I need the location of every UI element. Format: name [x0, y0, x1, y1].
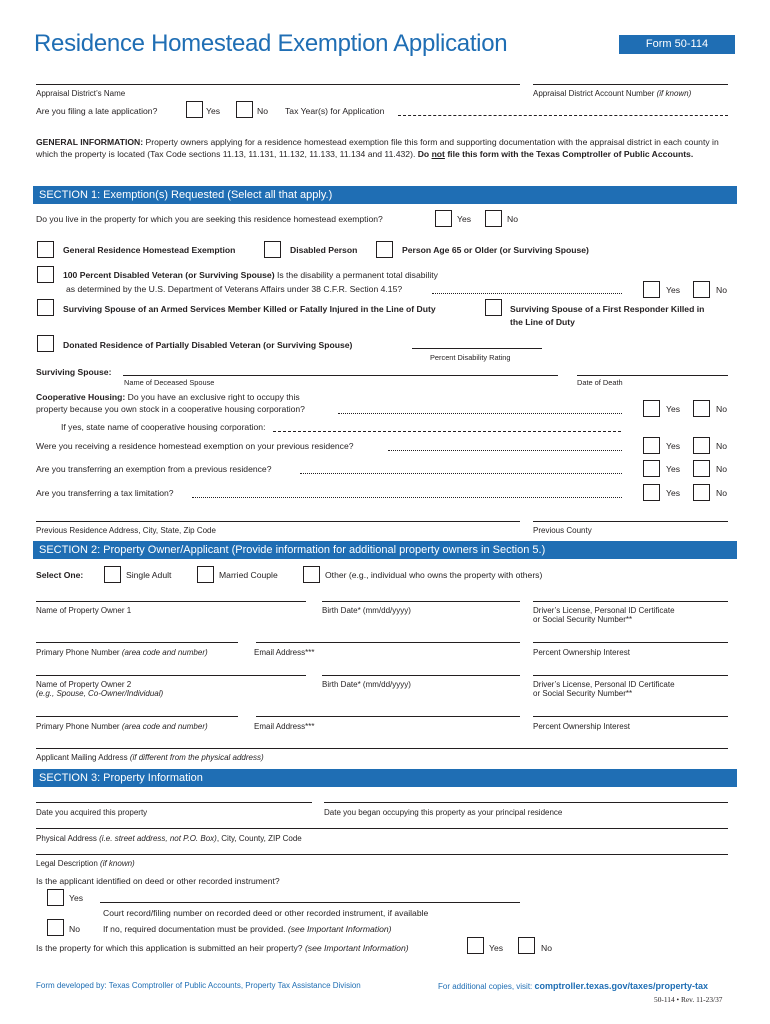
deceased-spouse-name-field[interactable] [123, 375, 558, 376]
owner2-id-label-2: or Social Security Number** [533, 689, 633, 698]
legal-description-field[interactable] [36, 854, 728, 855]
armed-services-spouse-checkbox[interactable] [37, 299, 54, 316]
owner2-name-field[interactable] [36, 675, 306, 676]
owner2-id-label-1: Driver’s License, Personal ID Certificate [533, 680, 675, 689]
disabled-veteran-checkbox[interactable] [37, 266, 54, 283]
deed-question: Is the applicant identified on deed or other recorded instrument? [36, 876, 280, 886]
heir-property-question: Is the property for which this application is submitted an heir property? (see Important Information) [36, 943, 409, 953]
previous-exemption-yes-checkbox[interactable] [643, 437, 660, 454]
appraisal-account-number-field[interactable] [533, 84, 728, 85]
late-application-yes-label: Yes [206, 106, 221, 116]
owner1-ownership-label: Percent Ownership Interest [533, 648, 630, 657]
owner1-email-field[interactable] [256, 642, 520, 643]
appraisal-district-name-label: Appraisal District’s Name [36, 89, 126, 98]
court-record-label: Court record/filing number on recorded deed or other recorded instrument, if available [103, 908, 429, 918]
disabled-person-label: Disabled Person [290, 245, 358, 255]
first-responder-label-2: the Line of Duty [510, 317, 575, 327]
owner1-birth-field[interactable] [322, 601, 520, 602]
cooperative-name-field[interactable] [273, 431, 621, 432]
date-acquired-label: Date you acquired this property [36, 808, 148, 817]
general-exemption-checkbox[interactable] [37, 241, 54, 258]
donated-residence-label: Donated Residence of Partially Disabled Veteran (or Surviving Spouse) [63, 340, 353, 350]
donated-residence-checkbox[interactable] [37, 335, 54, 352]
date-occupied-field[interactable] [324, 802, 728, 803]
disabled-veteran-label: 100 Percent Disabled Veteran (or Surviving Spouse) Is the disability a permanent total disability [63, 270, 438, 280]
disabled-person-checkbox[interactable] [264, 241, 281, 258]
owner2-name-sublabel: (e.g., Spouse, Co-Owner/Individual) [36, 689, 164, 698]
other-owner-label: Other (e.g., individual who owns the property with others) [325, 570, 543, 580]
late-application-no-checkbox[interactable] [236, 101, 253, 118]
deed-no-checkbox[interactable] [47, 919, 64, 936]
date-occupied-label: Date you began occupying this property as your principal residence [324, 808, 563, 817]
deed-yes-label: Yes [69, 893, 84, 903]
mailing-address-field[interactable] [36, 748, 728, 749]
age65-checkbox[interactable] [376, 241, 393, 258]
footer-revision: 50-114 • Rev. 11-23/37 [654, 995, 723, 1004]
dot-leader [338, 413, 622, 414]
married-couple-label: Married Couple [219, 570, 278, 580]
surviving-spouse-label: Surviving Spouse: [36, 367, 112, 377]
live-in-yes-label: Yes [457, 214, 472, 224]
armed-services-spouse-label: Surviving Spouse of an Armed Services Member Killed or Fatally Injured in the Line of Duty [63, 304, 436, 314]
single-adult-label: Single Adult [126, 570, 172, 580]
section-2-header: SECTION 2: Property Owner/Applicant (Provide information for additional property owners in Section 5.) [33, 541, 737, 559]
cooperative-no-checkbox[interactable] [693, 400, 710, 417]
appraisal-district-name-field[interactable] [36, 84, 520, 85]
live-in-yes-checkbox[interactable] [435, 210, 452, 227]
heir-no-checkbox[interactable] [518, 937, 535, 954]
tax-limitation-question: Are you transferring a tax limitation? [36, 488, 174, 498]
owner1-id-field[interactable] [533, 601, 728, 602]
owner2-email-field[interactable] [256, 716, 520, 717]
late-application-no-label: No [257, 106, 268, 116]
heir-yes-checkbox[interactable] [467, 937, 484, 954]
heir-no-label: No [541, 943, 552, 953]
veteran-permanent-yes-label: Yes [666, 285, 681, 295]
previous-exemption-yes-label: Yes [666, 441, 681, 451]
dot-leader [432, 293, 622, 294]
owner1-ownership-field[interactable] [533, 642, 728, 643]
tax-years-field[interactable] [398, 115, 728, 116]
footer-copies: For additional copies, visit: comptroller.texas.gov/taxes/property-tax [438, 981, 709, 991]
owner1-name-field[interactable] [36, 601, 306, 602]
late-application-yes-checkbox[interactable] [186, 101, 203, 118]
late-application-question: Are you filing a late application? [36, 106, 158, 116]
general-exemption-label: General Residence Homestead Exemption [63, 245, 236, 255]
date-of-death-label: Date of Death [577, 378, 623, 387]
owner1-phone-label: Primary Phone Number (area code and number) [36, 648, 208, 657]
general-information: GENERAL INFORMATION: Property owners applying for a residence homestead exemption file this form and supporting documentation with the appraisal district in each county in which the property is located (Tax Code sections 11.13, 11.131, 11.132, 11.133, 11.134 and 11.432). Do not file this form with the Texas Comptroller of Public Accounts. [36, 137, 719, 159]
mailing-address-label: Applicant Mailing Address (if different from the physical address) [36, 753, 264, 762]
footer-url-link[interactable]: comptroller.texas.gov/taxes/property-tax [534, 981, 709, 991]
cooperative-housing-question: property because you own stock in a cooperative housing corporation? [36, 404, 305, 414]
owner1-email-label: Email Address*** [254, 648, 315, 657]
live-in-no-checkbox[interactable] [485, 210, 502, 227]
dot-leader [192, 497, 622, 498]
cooperative-yes-checkbox[interactable] [643, 400, 660, 417]
previous-exemption-no-checkbox[interactable] [693, 437, 710, 454]
deed-no-label: No [69, 924, 80, 934]
select-one-label: Select One: [36, 570, 84, 580]
previous-county-field[interactable] [533, 521, 728, 522]
cooperative-housing-label: Cooperative Housing: Do you have an exclusive right to occupy this [36, 392, 300, 402]
previous-exemption-no-label: No [716, 441, 727, 451]
tax-limitation-yes-checkbox[interactable] [643, 484, 660, 501]
owner2-id-field[interactable] [533, 675, 728, 676]
court-record-field[interactable] [100, 902, 520, 903]
married-couple-checkbox[interactable] [197, 566, 214, 583]
owner2-phone-field[interactable] [36, 716, 238, 717]
previous-address-field[interactable] [36, 521, 520, 522]
first-responder-label-1: Surviving Spouse of a First Responder Killed in [510, 304, 705, 314]
physical-address-label: Physical Address (i.e. street address, not P.O. Box), City, County, ZIP Code [36, 834, 302, 843]
footer-developed-by: Form developed by: Texas Comptroller of Public Accounts, Property Tax Assistance Division [36, 981, 361, 990]
section-1-header: SECTION 1: Exemption(s) Requested (Select all that apply.) [33, 186, 737, 204]
owner1-phone-field[interactable] [36, 642, 238, 643]
veteran-permanent-yes-checkbox[interactable] [643, 281, 660, 298]
if-no-documentation: If no, required documentation must be provided. (see Important Information) [103, 924, 392, 934]
veteran-permanent-no-checkbox[interactable] [693, 281, 710, 298]
disability-rating-field[interactable] [412, 348, 542, 349]
owner2-birth-label: Birth Date* (mm/dd/yyyy) [322, 680, 411, 689]
owner2-ownership-field[interactable] [533, 716, 728, 717]
date-acquired-field[interactable] [36, 802, 312, 803]
form-title: Residence Homestead Exemption Application [34, 30, 508, 57]
previous-county-label: Previous County [533, 526, 592, 535]
section-3-header: SECTION 3: Property Information [33, 769, 737, 787]
transferring-no-checkbox[interactable] [693, 460, 710, 477]
veteran-permanent-no-label: No [716, 285, 727, 295]
cooperative-name-label: If yes, state name of cooperative housing corporation: [61, 422, 266, 432]
deceased-spouse-label: Name of Deceased Spouse [124, 378, 215, 387]
owner2-ownership-label: Percent Ownership Interest [533, 722, 630, 731]
appraisal-account-label: Appraisal District Account Number (if known) [533, 89, 692, 98]
disability-rating-label: Percent Disability Rating [430, 353, 511, 362]
first-responder-spouse-checkbox[interactable] [485, 299, 502, 316]
transferring-yes-label: Yes [666, 464, 681, 474]
physical-address-field[interactable] [36, 828, 728, 829]
owner2-phone-label: Primary Phone Number (area code and number) [36, 722, 208, 731]
tax-limitation-no-checkbox[interactable] [693, 484, 710, 501]
owner1-id-label-1: Driver’s License, Personal ID Certificate [533, 606, 675, 615]
previous-address-label: Previous Residence Address, City, State, Zip Code [36, 526, 216, 535]
live-in-no-label: No [507, 214, 518, 224]
tax-years-label: Tax Year(s) for Application [285, 106, 385, 116]
legal-description-label: Legal Description (if known) [36, 859, 135, 868]
cooperative-no-label: No [716, 404, 727, 414]
owner2-birth-field[interactable] [322, 675, 520, 676]
transferring-no-label: No [716, 464, 727, 474]
transferring-exemption-question: Are you transferring an exemption from a previous residence? [36, 464, 272, 474]
previous-exemption-question: Were you receiving a residence homestead exemption on your previous residence? [36, 441, 354, 451]
live-in-property-question: Do you live in the property for which you are seeking this residence homestead exemption? [36, 214, 383, 224]
owner2-name-label: Name of Property Owner 2 [36, 680, 132, 689]
date-of-death-field[interactable] [577, 375, 728, 376]
transferring-yes-checkbox[interactable] [643, 460, 660, 477]
owner1-id-label-2: or Social Security Number** [533, 615, 633, 624]
age65-label: Person Age 65 or Older (or Surviving Spouse) [402, 245, 589, 255]
tax-limitation-yes-label: Yes [666, 488, 681, 498]
deed-yes-checkbox[interactable] [47, 889, 64, 906]
disabled-veteran-question: as determined by the U.S. Department of Veterans Affairs under 38 C.F.R. Section 4.15? [66, 284, 403, 294]
heir-yes-label: Yes [489, 943, 504, 953]
owner2-email-label: Email Address*** [254, 722, 315, 731]
form-number-badge: Form 50-114 [619, 35, 735, 54]
owner1-name-label: Name of Property Owner 1 [36, 606, 132, 615]
tax-limitation-no-label: No [716, 488, 727, 498]
dot-leader [300, 473, 622, 474]
single-adult-checkbox[interactable] [104, 566, 121, 583]
other-owner-checkbox[interactable] [303, 566, 320, 583]
cooperative-yes-label: Yes [666, 404, 681, 414]
owner1-birth-label: Birth Date* (mm/dd/yyyy) [322, 606, 411, 615]
dot-leader [388, 450, 622, 451]
